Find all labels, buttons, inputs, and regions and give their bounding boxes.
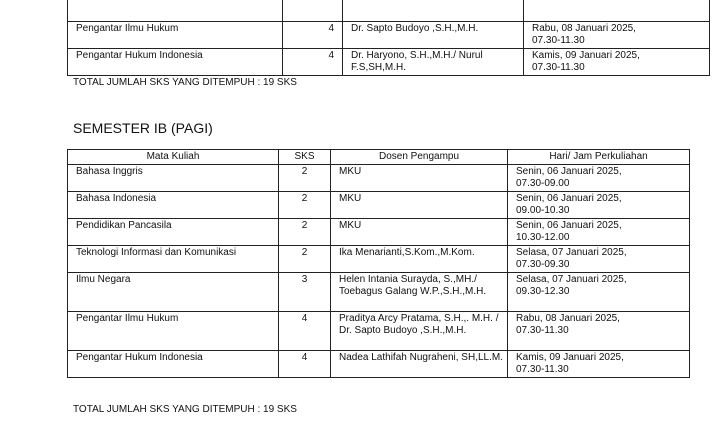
total-sks-text: TOTAL JUMLAH SKS YANG DITEMPUH : 19 SKS bbox=[73, 77, 297, 88]
sks-cell bbox=[283, 0, 343, 22]
lecturer-cell: Dr. Sapto Budoyo ,S.H.,M.H. bbox=[343, 22, 524, 49]
schedule-cell: Senin, 06 Januari 2025, 10.30-12.00 bbox=[508, 219, 690, 246]
table-row bbox=[68, 22, 710, 49]
lecturer-cell: Dr. Haryono, S.H.,M.H./ Nurul F.S,SH,M.H. bbox=[343, 49, 524, 76]
sks-cell: 2 bbox=[279, 165, 331, 192]
sks-cell: 4 bbox=[283, 49, 343, 76]
table-row bbox=[68, 312, 690, 351]
course-cell: Pengantar Ilmu Hukum bbox=[68, 22, 283, 49]
course-cell: Pengantar Ilmu Hukum bbox=[68, 312, 279, 351]
header-course: Mata Kuliah bbox=[68, 150, 279, 165]
course-cell bbox=[68, 0, 283, 22]
schedule-cell bbox=[524, 0, 710, 22]
course-cell: Pendidikan Pancasila bbox=[68, 219, 279, 246]
table-row bbox=[68, 246, 690, 273]
schedule-cell: Selasa, 07 Januari 2025, 07.30-09.30 bbox=[508, 246, 690, 273]
sks-cell: 4 bbox=[279, 312, 331, 351]
semester-ib-table bbox=[67, 149, 690, 378]
schedule-cell: Senin, 06 Januari 2025, 07.30-09.00 bbox=[508, 165, 690, 192]
table-row bbox=[68, 0, 710, 22]
schedule-cell: Kamis, 09 Januari 2025, 07.30-11.30 bbox=[524, 49, 710, 76]
semester-heading: SEMESTER IB (PAGI) bbox=[73, 120, 213, 136]
course-cell: Ilmu Negara bbox=[68, 273, 279, 312]
header-sks: SKS bbox=[279, 150, 331, 165]
table-row bbox=[68, 165, 690, 192]
table-header-row bbox=[68, 150, 690, 165]
sks-cell: 2 bbox=[279, 192, 331, 219]
sks-cell: 4 bbox=[279, 351, 331, 378]
lecturer-cell: Ika Menarianti,S.Kom.,M.Kom. bbox=[331, 246, 508, 273]
lecturer-cell bbox=[343, 0, 524, 22]
course-cell: Pengantar Hukum Indonesia bbox=[68, 49, 283, 76]
lecturer-cell: MKU bbox=[331, 219, 508, 246]
lecturer-cell: Praditya Arcy Pratama, S.H.,. M.H. / Dr. Sapto Budoyo ,S.H.,M.H. bbox=[331, 312, 508, 351]
sks-cell: 3 bbox=[279, 273, 331, 312]
previous-semester-table bbox=[67, 0, 710, 76]
table-row bbox=[68, 219, 690, 246]
lecturer-cell: MKU bbox=[331, 165, 508, 192]
sks-cell: 2 bbox=[279, 219, 331, 246]
schedule-cell: Rabu, 08 Januari 2025, 07.30-11.30 bbox=[508, 312, 690, 351]
schedule-cell: Kamis, 09 Januari 2025, 07.30-11.30 bbox=[508, 351, 690, 378]
table-row bbox=[68, 192, 690, 219]
course-cell: Pengantar Hukum Indonesia bbox=[68, 351, 279, 378]
schedule-cell: Senin, 06 Januari 2025, 09.00-10.30 bbox=[508, 192, 690, 219]
lecturer-cell: Nadea Lathifah Nugraheni, SH,LL.M. bbox=[331, 351, 508, 378]
header-schedule: Hari/ Jam Perkuliahan bbox=[508, 150, 690, 165]
total-sks-text: TOTAL JUMLAH SKS YANG DITEMPUH : 19 SKS bbox=[73, 404, 297, 415]
sks-cell: 4 bbox=[283, 22, 343, 49]
schedule-cell: Rabu, 08 Januari 2025, 07.30-11.30 bbox=[524, 22, 710, 49]
lecturer-cell: MKU bbox=[331, 192, 508, 219]
table-row bbox=[68, 273, 690, 312]
course-cell: Bahasa Indonesia bbox=[68, 192, 279, 219]
course-cell: Bahasa Inggris bbox=[68, 165, 279, 192]
lecturer-cell: Helen Intania Surayda, S.,MH./ Toebagus Galang W.P.,S.H.,M.H. bbox=[331, 273, 508, 312]
table-row bbox=[68, 49, 710, 76]
sks-cell: 2 bbox=[279, 246, 331, 273]
table-row bbox=[68, 351, 690, 378]
course-cell: Teknologi Informasi dan Komunikasi bbox=[68, 246, 279, 273]
header-lecturer: Dosen Pengampu bbox=[331, 150, 508, 165]
schedule-cell: Selasa, 07 Januari 2025, 09.30-12.30 bbox=[508, 273, 690, 312]
